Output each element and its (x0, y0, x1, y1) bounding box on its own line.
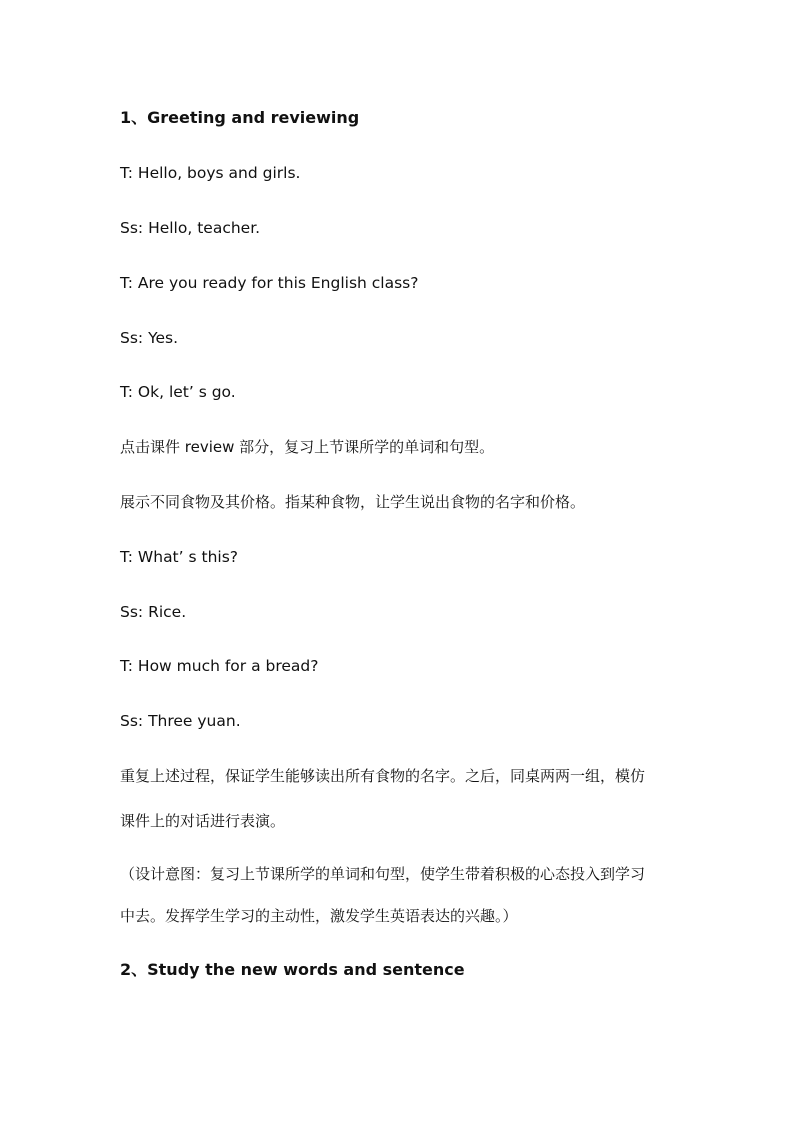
dialogue-line: Ss: Hello, teacher. (120, 219, 261, 237)
section-heading-greeting: 1、Greeting and reviewing (120, 108, 360, 127)
instruction-repeat-line2: 课件上的对话进行表演。 (120, 812, 286, 830)
dialogue-line: T: Hello, boys and girls. (120, 164, 301, 182)
dialogue-line: T: Ok, let’ s go. (120, 383, 236, 401)
dialogue-line: T: How much for a bread? (120, 657, 319, 675)
section-heading-new-words: 2、Study the new words and sentence (120, 960, 465, 979)
dialogue-line: T: Are you ready for this English class? (120, 274, 419, 292)
dialogue-line: Ss: Rice. (120, 603, 187, 621)
instruction-review: 点击课件 review 部分，复习上节课所学的单词和句型。 (120, 438, 495, 456)
instruction-repeat-line1: 重复上述过程，保证学生能够读出所有食物的名字。之后，同桌两两一组，模仿 (120, 767, 646, 785)
dialogue-line: Ss: Three yuan. (120, 712, 241, 730)
design-note-line2: 中去。发挥学生学习的主动性，激发学生英语表达的兴趣。） (120, 907, 518, 925)
design-note-line1: （设计意图：复习上节课所学的单词和句型，使学生带着积极的心态投入到学习 (120, 865, 646, 883)
dialogue-line: Ss: Yes. (120, 329, 179, 347)
dialogue-line: T: What’ s this? (120, 548, 239, 566)
instruction-food-prices: 展示不同食物及其价格。指某种食物，让学生说出食物的名字和价格。 (120, 493, 586, 511)
